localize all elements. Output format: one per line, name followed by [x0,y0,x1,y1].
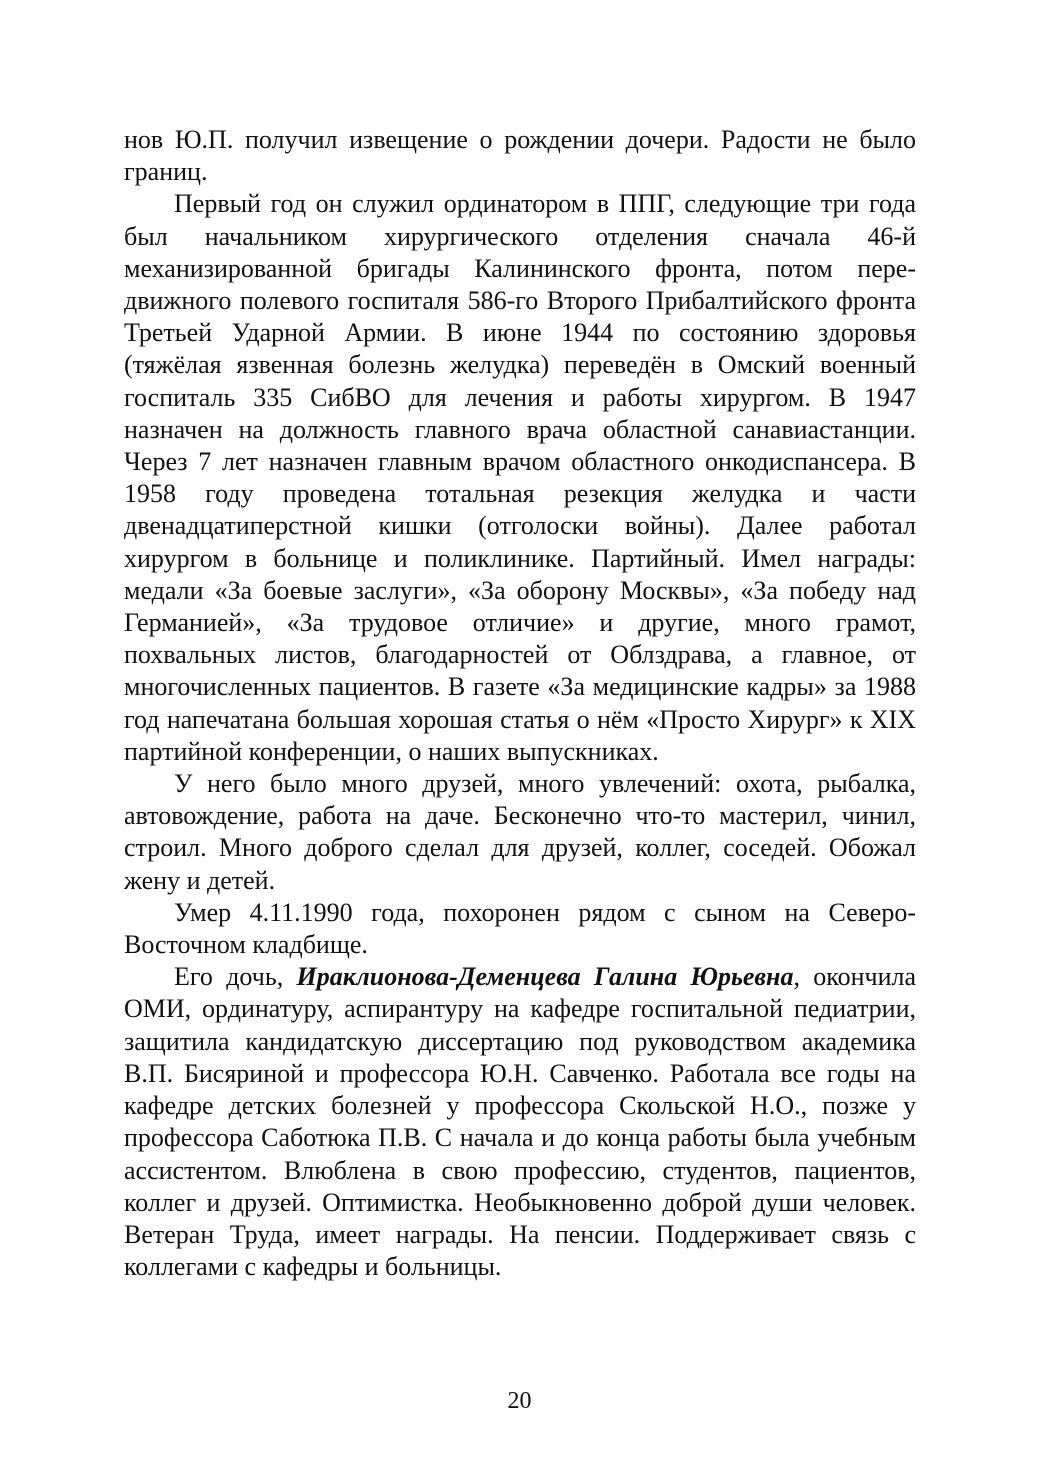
page-body [124,124,916,1283]
paragraph-continuation: нов Ю.П. получил извещение о рождении дочери. Радости не было границ. [124,125,916,187]
daughter-name: Ираклионова-Деменцева Галина Юрьевна [296,962,794,992]
paragraph-death: Умер 4.11.1990 года, похоронен рядом с сыном на Северо-Восточном кладбище. [124,897,916,960]
paragraph-hobbies: У него было много друзей, много увлечений: охота, рыбалка, автовождение, работа на даче. Бесконечно что-то мастерил, чинил, строил. Много доброго сделал для друзей, коллег, соседей. Обожал жену и детей. [124,769,916,895]
page-number: 20 [507,1388,532,1414]
daughter-intro: Его дочь, [174,962,297,992]
daughter-biography: , окончила ОМИ, ординатуру, аспирантуру на кафедре госпитальной педиатрии, защитила кандидатскую диссертацию под руководством академика В.П. Бисяриной и профессора Ю.Н. Савченко. Работала все годы на кафедре детских болезней у профессора Скольской Н.О., позже у профессора Саботюка П.В. С начала и до конца работы была учебным ассистентом. Влюблена в свою профессию, студентов, пациентов, коллег и друзей. Оптимистка. Необыкновенно доброй души человек. Ветеран Труда, имеет награды. На пенсии. Поддерживает связь с коллегами с кафедры и больницы. [124,962,916,1282]
paragraph-daughter [124,961,916,1283]
paragraph-career: Первый год он служил ординатором в ППГ, следующие три года был начальником хирургического отделения сначала 46-й механизированной бригады Калининского фронта, потом передвижного полевого госпиталя 586-го Второго Прибалтийского фронта Третьей Ударной Армии. В июне 1944 по состоянию здоровья (тяжёлая язвенная болезнь желудка) переведён в Омский военный госпиталь 335 СибВО для лечения и работы хирургом. В 1947 назначен на должность главного врача областной санавиастанции. Через 7 лет назначен главным врачом областного онкодиспансера. В 1958 году проведена тотальная резекция желудка и части двенадцатиперстной кишки (отголоски войны). Далее работал хирургом в больнице и поликлинике. Партийный. Имел награды: медали «За боевые заслуги», «За оборону Москвы», «За победу над Германией», «За трудовое отличие» и другие, много грамот, похвальных листов, благодарностей от Облздрава, а главное, от многочисленных пациентов. В газете «За медицинские кадры» за 1988 год напечатана большая хорошая статья о нём «Просто Хирург» к XIX партийной конференции, о наших выпускниках. [124,189,916,766]
